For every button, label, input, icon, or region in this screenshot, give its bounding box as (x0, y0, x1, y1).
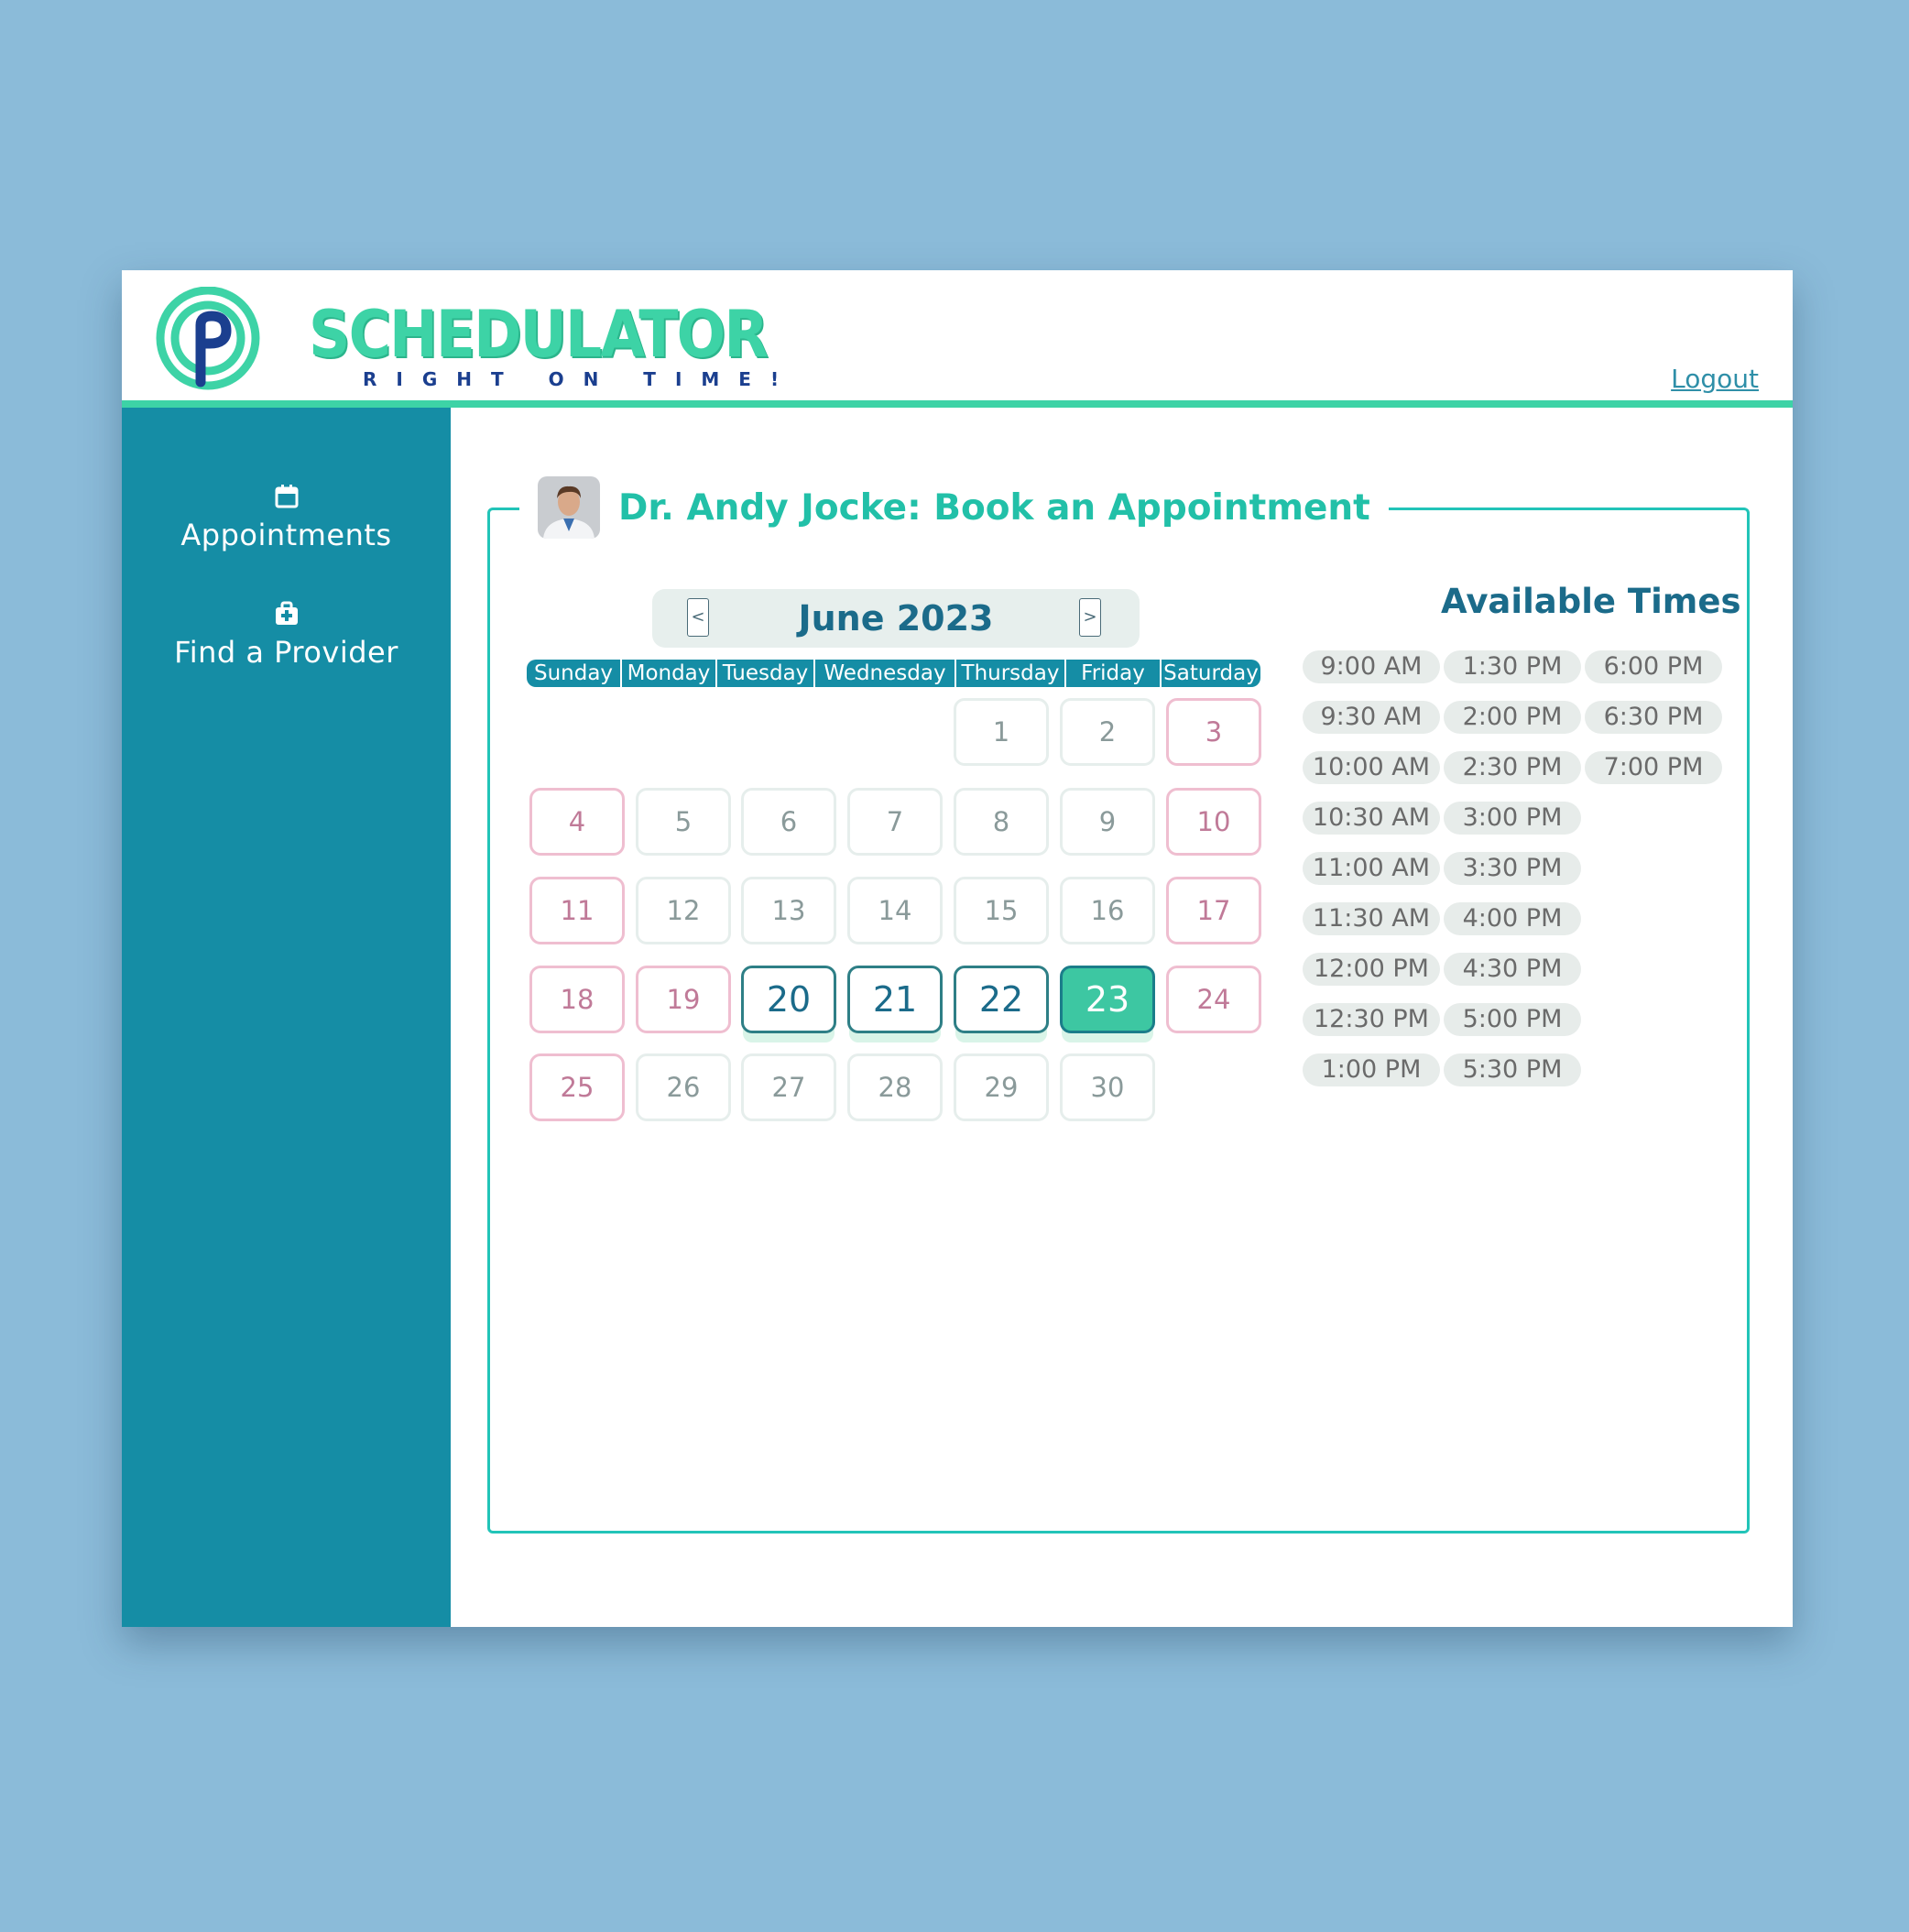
app-window (122, 270, 1793, 1627)
month-label: June 2023 (798, 598, 994, 639)
sidebar (122, 408, 451, 1627)
calendar-day[interactable]: 26 (636, 1053, 731, 1121)
logout-link[interactable]: Logout (1671, 364, 1759, 394)
sidebar-item-label: Find a Provider (174, 635, 398, 670)
calendar-day[interactable]: 16 (1060, 877, 1155, 944)
doctor-avatar (538, 476, 600, 539)
time-slot[interactable]: 3:30 PM (1444, 852, 1581, 885)
calendar-day[interactable]: 4 (529, 788, 625, 856)
calendar-day[interactable]: 7 (847, 788, 943, 856)
time-slot[interactable]: 2:00 PM (1444, 701, 1581, 734)
sidebar-item-appointments[interactable] (122, 483, 451, 552)
time-slot[interactable]: 10:00 AM (1303, 751, 1440, 784)
calendar-day[interactable]: 12 (636, 877, 731, 944)
calendar-day[interactable]: 2 (1060, 698, 1155, 766)
time-slot[interactable]: 12:00 PM (1303, 953, 1440, 986)
time-slot[interactable]: 1:00 PM (1303, 1053, 1440, 1086)
available-times-title: Available Times (1441, 582, 1741, 621)
month-navigator (652, 589, 1140, 648)
time-slot[interactable]: 2:30 PM (1444, 751, 1581, 784)
logo-icon (153, 287, 263, 393)
calendar-day-available[interactable]: 20 (741, 966, 836, 1033)
calendar-day[interactable]: 13 (741, 877, 836, 944)
booking-header (519, 474, 1389, 541)
medical-bag-icon (273, 600, 300, 628)
calendar-day[interactable]: 30 (1060, 1053, 1155, 1121)
calendar-day-available[interactable]: 22 (954, 966, 1049, 1033)
time-slot[interactable]: 4:30 PM (1444, 953, 1581, 986)
time-slot[interactable]: 9:30 AM (1303, 701, 1440, 734)
time-slot[interactable]: 7:00 PM (1585, 751, 1722, 784)
calendar-day[interactable]: 8 (954, 788, 1049, 856)
time-slot[interactable]: 11:30 AM (1303, 902, 1440, 935)
prev-month-button[interactable]: < (687, 598, 709, 637)
next-month-button[interactable]: > (1079, 598, 1101, 637)
time-slot[interactable]: 4:00 PM (1444, 902, 1581, 935)
weekday-label: Monday (622, 660, 717, 687)
weekday-label: Saturday (1163, 661, 1259, 685)
weekday-label: Sunday (527, 660, 622, 687)
time-slot[interactable]: 10:30 AM (1303, 802, 1440, 835)
header (122, 270, 1793, 408)
weekday-label: Thursday (956, 660, 1066, 687)
calendar-day[interactable]: 14 (847, 877, 943, 944)
weekday-label: Tuesday (717, 660, 815, 687)
weekday-label: Friday (1066, 660, 1162, 687)
time-slot[interactable]: 1:30 PM (1444, 650, 1581, 683)
brand-tagline: RIGHT ON TIME! (363, 368, 799, 390)
time-slot[interactable]: 6:30 PM (1585, 701, 1722, 734)
time-slot[interactable]: 12:30 PM (1303, 1003, 1440, 1036)
calendar-day-selected[interactable]: 23 (1060, 966, 1155, 1033)
time-slot[interactable]: 3:00 PM (1444, 802, 1581, 835)
calendar-day[interactable]: 3 (1166, 698, 1261, 766)
calendar-day[interactable]: 28 (847, 1053, 943, 1121)
weekday-header (527, 660, 1260, 687)
calendar-day[interactable]: 29 (954, 1053, 1049, 1121)
calendar-day[interactable]: 5 (636, 788, 731, 856)
calendar-day[interactable]: 19 (636, 966, 731, 1033)
calendar-day-available[interactable]: 21 (847, 966, 943, 1033)
booking-title: Dr. Andy Jocke: Book an Appointment (618, 486, 1370, 529)
sidebar-item-find-provider[interactable] (122, 600, 451, 670)
calendar-day[interactable]: 11 (529, 877, 625, 944)
time-slot[interactable]: 6:00 PM (1585, 650, 1722, 683)
calendar-day[interactable]: 25 (529, 1053, 625, 1121)
calendar-day[interactable]: 24 (1166, 966, 1261, 1033)
time-slot[interactable]: 5:30 PM (1444, 1053, 1581, 1086)
time-slot[interactable]: 5:00 PM (1444, 1003, 1581, 1036)
brand-name: SCHEDULATOR (309, 297, 768, 372)
calendar-day[interactable]: 1 (954, 698, 1049, 766)
calendar-day[interactable]: 6 (741, 788, 836, 856)
calendar-icon (273, 483, 300, 510)
calendar-day[interactable]: 27 (741, 1053, 836, 1121)
calendar-day[interactable]: 10 (1166, 788, 1261, 856)
calendar-day[interactable]: 17 (1166, 877, 1261, 944)
weekday-label: Wednesday (815, 660, 956, 687)
time-slot[interactable]: 9:00 AM (1303, 650, 1440, 683)
calendar-day[interactable]: 15 (954, 877, 1049, 944)
calendar-day[interactable]: 18 (529, 966, 625, 1033)
sidebar-item-label: Appointments (180, 518, 392, 552)
calendar-day[interactable]: 9 (1060, 788, 1155, 856)
time-slot[interactable]: 11:00 AM (1303, 852, 1440, 885)
